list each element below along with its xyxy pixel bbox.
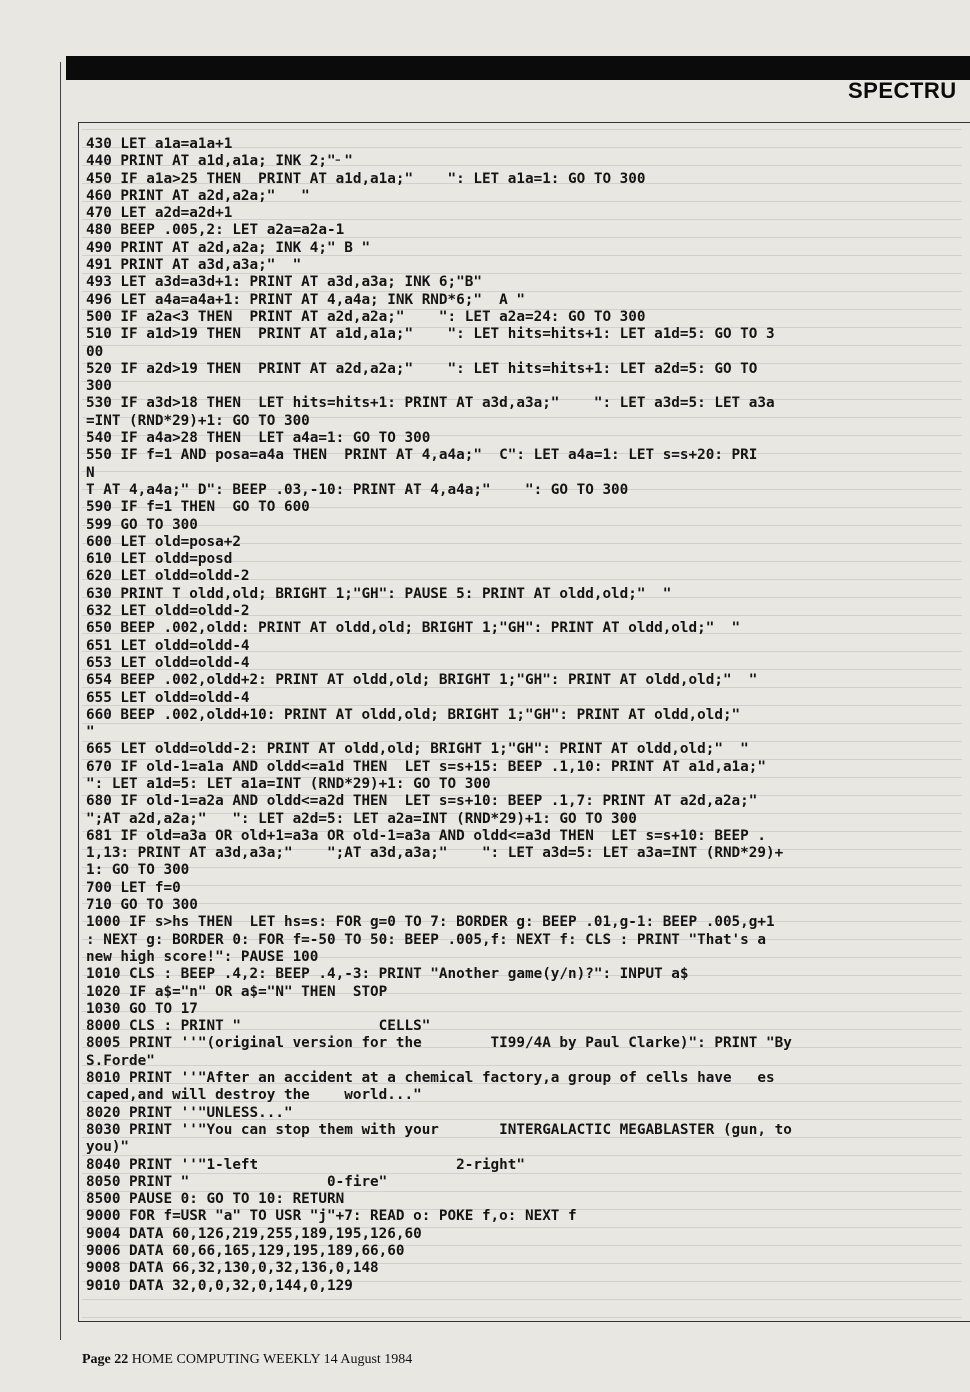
code-line: 8050 PRINT " 0-fire" — [86, 1173, 388, 1190]
code-line: 430 LET a1a=a1a+1 — [86, 136, 233, 152]
code-line: 660 BEEP .002,oldd+10: PRINT AT oldd,old; BRIGHT 1;"GH": PRINT AT oldd,old;" — [86, 706, 741, 723]
code-line: 520 IF a2d>19 THEN PRINT AT a2d,a2a;" ": LET hits=hits+1: LET a2d=5: GO TO — [86, 360, 758, 377]
code-line: 632 LET oldd=oldd-2 — [86, 603, 250, 620]
code-line: 550 IF f=1 AND posa=a4a THEN PRINT AT 4,a4a;" C": LET a4a=1: LET s=s+20: PRI — [86, 447, 758, 464]
code-line: 9006 DATA 60,66,165,129,195,189,66,60 — [86, 1243, 405, 1259]
code-line: you)" — [86, 1139, 130, 1156]
code-line: 540 IF a4a>28 THEN LET a4a=1: GO TO 300 — [86, 430, 431, 447]
code-line: 490 PRINT AT a2d,a2a; INK 4;" B " — [86, 239, 371, 256]
code-line: 8500 PAUSE 0: GO TO 10: RETURN — [86, 1191, 345, 1208]
code-line: 1010 CLS : BEEP .4,2: BEEP .4,-3: PRINT "Another game(y/n)?": INPUT a$ — [86, 966, 689, 983]
code-line: 496 LET a4a=a4a+1: PRINT AT 4,a4a; INK RND*6;" A " — [86, 291, 525, 308]
code-line: 653 LET oldd=oldd-4 — [86, 654, 250, 671]
code-line: new high score!": PAUSE 100 — [86, 948, 319, 965]
publication-line: HOME COMPUTING WEEKLY 14 August 1984 — [131, 1352, 413, 1367]
code-line: 8000 CLS : PRINT " CELLS" — [86, 1018, 431, 1035]
code-line: 1030 GO TO 17 — [86, 1000, 198, 1017]
code-line: : NEXT g: BORDER 0: FOR f=-50 TO 50: BEEP .005,f: NEXT f: CLS : PRINT "That's a — [86, 931, 766, 948]
code-line: 655 LET oldd=oldd-4 — [86, 689, 250, 706]
code-line: 450 IF a1a>25 THEN PRINT AT a1d,a1a;" ": LET a1a=1: GO TO 300 — [86, 170, 646, 187]
code-line: 470 LET a2d=a2d+1 — [86, 205, 233, 222]
code-line: 8005 PRINT ''"(original version for the TI99/4A by Paul Clarke)": PRINT "By — [86, 1035, 792, 1052]
code-line: 8020 PRINT ''"UNLESS..." — [86, 1104, 293, 1121]
code-line: N — [86, 464, 95, 481]
code-line: 480 BEEP .005,2: LET a2a=a2a-1 — [86, 222, 345, 239]
code-line: 600 LET old=posa+2 — [86, 533, 241, 550]
code-line: 9004 DATA 60,126,219,255,189,195,126,60 — [86, 1225, 422, 1242]
code-line: 1,13: PRINT AT a3d,a3a;" ";AT a3d,a3a;" ": LET a3d=5: LET a3a=INT (RND*29)+ — [86, 845, 784, 862]
code-line: 654 BEEP .002,oldd+2: PRINT AT oldd,old; BRIGHT 1;"GH": PRINT AT oldd,old;" " — [86, 672, 758, 689]
code-line: 300 — [86, 378, 112, 395]
code-line: 440 PRINT AT a1d,a1a; INK 2;"╴" — [86, 153, 353, 170]
code-line: 599 GO TO 300 — [86, 516, 198, 533]
code-line: 1020 IF a$="n" OR a$="N" THEN STOP — [86, 983, 388, 1000]
code-line: 9010 DATA 32,0,0,32,0,144,0,129 — [86, 1277, 353, 1294]
code-line: 700 LET f=0 — [86, 879, 181, 896]
header-bar — [66, 56, 970, 80]
page-footer — [82, 1352, 412, 1368]
code-line: 500 IF a2a<3 THEN PRINT AT a2d,a2a;" ": LET a2a=24: GO TO 300 — [86, 308, 646, 325]
code-line: 510 IF a1d>19 THEN PRINT AT a1d,a1a;" ": LET hits=hits+1: LET a1d=5: GO TO 3 — [86, 326, 775, 343]
code-line: T AT 4,a4a;" D": BEEP .03,-10: PRINT AT 4,a4a;" ": GO TO 300 — [86, 481, 629, 498]
code-line: 1000 IF s>hs THEN LET hs=s: FOR g=0 TO 7: BORDER g: BEEP .01,g-1: BEEP .005,g+1 — [86, 914, 775, 931]
page-number: Page 22 — [82, 1352, 129, 1367]
code-line: 590 IF f=1 THEN GO TO 600 — [86, 499, 310, 516]
code-line: " — [86, 724, 95, 741]
code-line: 650 BEEP .002,oldd: PRINT AT oldd,old; BRIGHT 1;"GH": PRINT AT oldd,old;" " — [86, 620, 741, 637]
code-line: 8010 PRINT ''"After an accident at a chemical factory,a group of cells have es — [86, 1070, 775, 1087]
code-line: ": LET a1d=5: LET a1a=INT (RND*29)+1: GO TO 300 — [86, 775, 491, 792]
code-line: 681 IF old=a3a OR old+1=a3a OR old-1=a3a AND oldd<=a3d THEN LET s=s+10: BEEP . — [86, 827, 766, 844]
code-line: 9000 FOR f=USR "a" TO USR "j"+7: READ o: POKE f,o: NEXT f — [86, 1208, 577, 1225]
code-line: ";AT a2d,a2a;" ": LET a2d=5: LET a2a=INT (RND*29)+1: GO TO 300 — [86, 810, 637, 827]
code-line: S.Forde" — [86, 1052, 155, 1069]
code-line: =INT (RND*29)+1: GO TO 300 — [86, 412, 310, 429]
code-line: 00 — [86, 343, 104, 360]
code-line: 8030 PRINT ''"You can stop them with your INTERGALACTIC MEGABLASTER (gun, to — [86, 1121, 792, 1138]
code-line: 530 IF a3d>18 THEN LET hits=hits+1: PRINT AT a3d,a3a;" ": LET a3d=5: LET a3a — [86, 395, 775, 412]
program-listing — [86, 136, 964, 1295]
code-line: 680 IF old-1=a2a AND oldd<=a2d THEN LET s=s+10: BEEP .1,7: PRINT AT a2d,a2a;" — [86, 793, 758, 810]
code-line: 8040 PRINT ''"1-left 2-right" — [86, 1156, 525, 1173]
section-label: SPECTRU — [848, 78, 957, 103]
code-line: 665 LET oldd=oldd-2: PRINT AT oldd,old; BRIGHT 1;"GH": PRINT AT oldd,old;" " — [86, 741, 749, 758]
code-line: 630 PRINT T oldd,old; BRIGHT 1;"GH": PAUSE 5: PRINT AT oldd,old;" " — [86, 585, 672, 602]
code-line: 460 PRINT AT a2d,a2a;" " — [86, 187, 310, 204]
code-line: 610 LET oldd=posd — [86, 551, 233, 568]
code-line: 670 IF old-1=a1a AND oldd<=a1d THEN LET s=s+15: BEEP .1,10: PRINT AT a1d,a1a;" — [86, 758, 766, 775]
code-line: 491 PRINT AT a3d,a3a;" " — [86, 257, 302, 274]
code-line: caped,and will destroy the world..." — [86, 1087, 422, 1104]
code-line: 651 LET oldd=oldd-4 — [86, 637, 250, 654]
code-line: 493 LET a3d=a3d+1: PRINT AT a3d,a3a; INK 6;"B" — [86, 274, 482, 291]
code-line: 9008 DATA 66,32,130,0,32,136,0,148 — [86, 1260, 379, 1277]
code-line: 620 LET oldd=oldd-2 — [86, 568, 250, 585]
code-line: 710 GO TO 300 — [86, 897, 198, 914]
code-line: 1: GO TO 300 — [86, 862, 190, 879]
